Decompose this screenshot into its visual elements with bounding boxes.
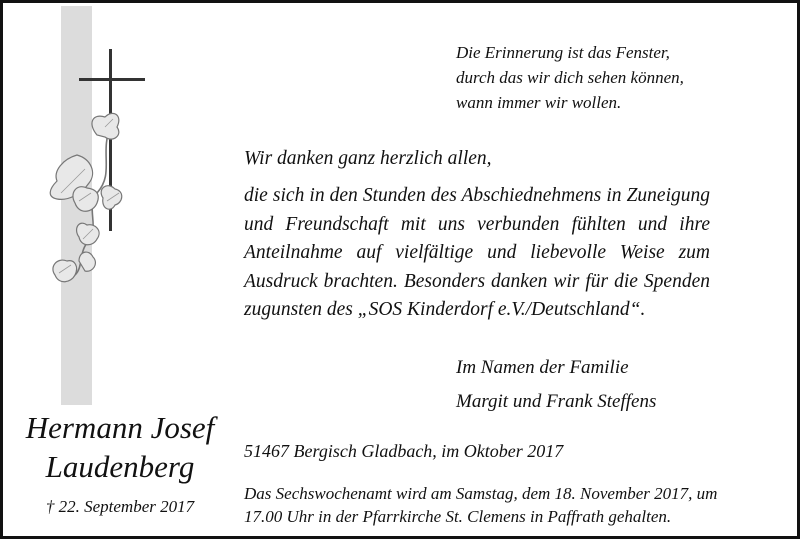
signature-line: Im Namen der Familie: [456, 357, 629, 378]
signature-names: Margit und Frank Steffens: [456, 391, 657, 412]
cross-and-ivy-icon: [27, 43, 157, 303]
thanks-lead: Wir danken ganz herzlich allen,: [244, 148, 492, 169]
service-line: Das Sechswochenamt wird am Samstag, dem 18. November 2017, um: [244, 484, 718, 503]
service-line: 17.00 Uhr in der Pfarrkirche St. Clemens in Paffrath gehalten.: [244, 507, 672, 526]
thanks-line: Ausdruck brachten. Besonders danken wir für die Spenden: [244, 270, 710, 292]
thanks-line: und Freundschaft mit uns verbunden fühlten und ihre: [244, 213, 710, 235]
thanks-line: Anteilnahme auf vielfältige und liebevolle Weise zum: [244, 242, 710, 263]
quote-line: Die Erinnerung ist das Fenster,: [456, 43, 670, 62]
quote-line: wann immer wir wollen.: [456, 93, 622, 112]
deceased-name: [9, 408, 231, 486]
deceased-last-name: Laudenberg: [45, 449, 195, 484]
thanks-line: die sich in den Stunden des Abschiednehmens in Zuneigung: [244, 185, 710, 206]
place-and-date: 51467 Bergisch Gladbach, im Oktober 2017: [244, 441, 564, 461]
thanks-text: [244, 182, 710, 325]
death-date: † 22. September 2017: [45, 497, 195, 516]
family-signature: [456, 351, 656, 419]
service-announcement: [244, 482, 789, 528]
thanks-line: zugunsten des „SOS Kinderdorf e.V./Deutschland“.: [244, 299, 646, 320]
memorial-quote: [456, 40, 786, 115]
deceased-first-names: Hermann Josef: [25, 410, 215, 445]
quote-line: durch das wir dich sehen können,: [456, 68, 684, 87]
